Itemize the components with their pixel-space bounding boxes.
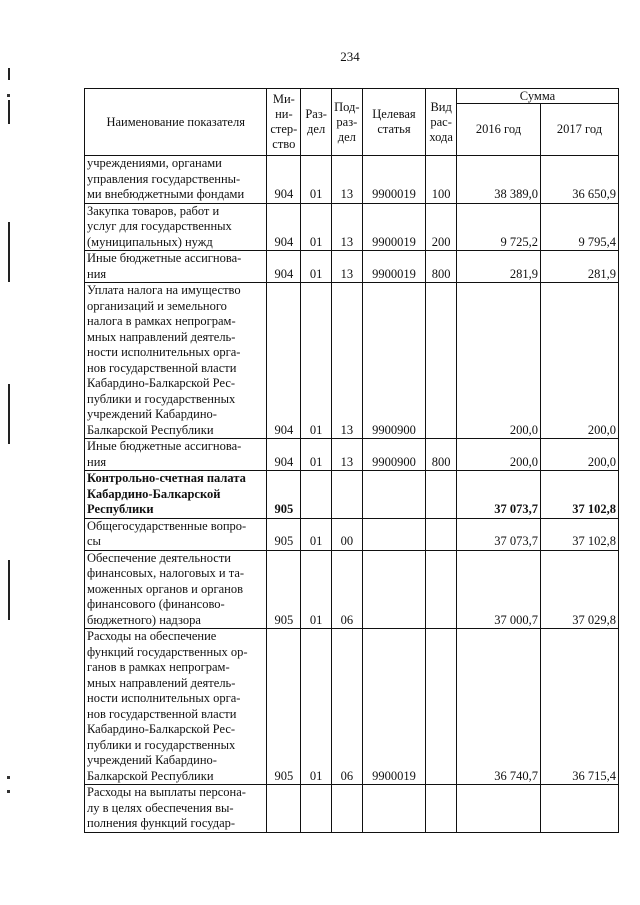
table-row: [85, 518, 619, 550]
table-row: [85, 439, 619, 471]
header-target: Целевая статья: [362, 89, 426, 156]
table-row: [85, 156, 619, 204]
indicator-name-line: Обеспечение деятельности: [87, 550, 232, 565]
ministry-code: 904: [267, 251, 301, 283]
scan-margin-mark: [8, 560, 10, 620]
indicator-name-line: ния: [87, 454, 107, 469]
ministry-code: 905: [267, 471, 301, 519]
indicator-name-line: Закупка товаров, работ и: [87, 203, 220, 218]
section-code: 01: [301, 550, 332, 629]
indicator-name-line: Кабардино-Балкарской: [87, 486, 221, 501]
table-row: [85, 785, 619, 833]
amount-2017: 36 715,4: [541, 629, 619, 785]
indicator-name-line: ности исполнительных орга-: [87, 345, 241, 359]
ministry-code: 905: [267, 629, 301, 785]
target-article: [362, 785, 426, 833]
amount-2016: [457, 785, 541, 833]
ministry-code: 904: [267, 439, 301, 471]
table-row: [85, 471, 619, 519]
indicator-name-line: налога в рамках непрограм-: [87, 314, 236, 328]
amount-2017: 37 102,8: [541, 518, 619, 550]
target-article: 9900019: [362, 629, 426, 785]
amount-2016: 281,9: [457, 251, 541, 283]
indicator-name-line: учреждений Кабардино-: [87, 753, 217, 767]
subsection-code: 13: [331, 156, 362, 204]
section-code: 01: [301, 251, 332, 283]
scan-margin-dot: [7, 790, 10, 793]
section-code: 01: [301, 439, 332, 471]
indicator-name-line: Иные бюджетные ассигнова-: [87, 251, 242, 265]
expense-kind: [426, 283, 457, 439]
indicator-name-line: Расходы на обеспечение: [87, 629, 217, 643]
target-article: [362, 518, 426, 550]
ministry-code: 904: [267, 283, 301, 439]
amount-2017: 9 795,4: [541, 203, 619, 251]
indicator-name: [85, 156, 267, 204]
indicator-name-line: Кабардино-Балкарской Рес-: [87, 722, 236, 736]
indicator-name-line: Расходы на выплаты персона-: [87, 785, 246, 799]
indicator-name-line: ния: [87, 266, 107, 281]
indicator-name-line: Общегосударственные вопро-: [87, 518, 247, 533]
subsection-code: 13: [331, 283, 362, 439]
scan-margin-dot: [7, 776, 10, 779]
amount-2017: 37 029,8: [541, 550, 619, 629]
indicator-name-line: Республики: [87, 502, 154, 516]
indicator-name-line: ми внебюджетными фондами: [87, 187, 245, 201]
subsection-code: 13: [331, 439, 362, 471]
amount-2017: 200,0: [541, 283, 619, 439]
indicator-name-line: нов государственной власти: [87, 360, 237, 375]
page-number: 234: [340, 49, 360, 64]
amount-2016: 9 725,2: [457, 203, 541, 251]
subsection-code: 13: [331, 203, 362, 251]
ministry-code: 905: [267, 550, 301, 629]
header-ministry: Ми- ни- стер- ство: [267, 89, 301, 156]
indicator-name: [85, 203, 267, 251]
section-code: 01: [301, 203, 332, 251]
amount-2017: 281,9: [541, 251, 619, 283]
target-article: [362, 550, 426, 629]
target-article: 9900019: [362, 156, 426, 204]
indicator-name: [85, 251, 267, 283]
indicator-name-line: Контрольно-счетная палата: [87, 471, 246, 485]
indicator-name-line: полнения функций государ-: [87, 816, 236, 830]
section-code: 01: [301, 518, 332, 550]
section-code: 01: [301, 283, 332, 439]
indicator-name-line: Балкарской Республики: [87, 768, 214, 783]
header-sum: Сумма: [457, 89, 619, 104]
amount-2017: [541, 785, 619, 833]
expense-kind: 100: [426, 156, 457, 204]
indicator-name-line: Балкарской Республики: [87, 422, 214, 437]
indicator-name: [85, 518, 267, 550]
expense-kind: 800: [426, 251, 457, 283]
indicator-name-line: мных направлений деятель-: [87, 675, 236, 690]
header-2016: 2016 год: [457, 104, 541, 156]
indicator-name-line: учреждениями, органами: [87, 156, 222, 170]
indicator-name-line: нов государственной власти: [87, 706, 237, 721]
indicator-name-line: Иные бюджетные ассигнова-: [87, 439, 242, 453]
indicator-name-line: публики и государственных: [87, 391, 236, 406]
target-article: 9900900: [362, 283, 426, 439]
header-section: Раз- дел: [301, 89, 332, 156]
indicator-name-line: моженных органов и органов: [87, 581, 243, 596]
indicator-name-line: лу в целях обеспечения вы-: [87, 800, 234, 815]
indicator-name-line: финансового (финансово-: [87, 597, 225, 611]
header-kind: Вид рас- хода: [426, 89, 457, 156]
subsection-code: 00: [331, 518, 362, 550]
header-subsection: Под- раз- дел: [331, 89, 362, 156]
page-bottom-margin: [0, 853, 640, 905]
amount-2016: 36 740,7: [457, 629, 541, 785]
indicator-name-line: Кабардино-Балкарской Рес-: [87, 376, 236, 390]
ministry-code: 905: [267, 518, 301, 550]
indicator-name-line: услуг для государственных: [87, 219, 232, 233]
section-code: [301, 471, 332, 519]
indicator-name-line: (муниципальных) нужд: [87, 234, 213, 249]
table-row: [85, 203, 619, 251]
expense-kind: [426, 518, 457, 550]
table-row: [85, 629, 619, 785]
indicator-name-line: сы: [87, 534, 101, 548]
indicator-name: [85, 785, 267, 833]
table-row: [85, 550, 619, 629]
amount-2016: 37 000,7: [457, 550, 541, 629]
indicator-name-line: учреждений Кабардино-: [87, 407, 217, 421]
scan-margin-mark: [8, 100, 10, 124]
target-article: 9900900: [362, 439, 426, 471]
amount-2016: 37 073,7: [457, 518, 541, 550]
section-code: 01: [301, 629, 332, 785]
header-2017: 2017 год: [541, 104, 619, 156]
ministry-code: 904: [267, 203, 301, 251]
amount-2017: 37 102,8: [541, 471, 619, 519]
section-code: 01: [301, 156, 332, 204]
budget-table: [84, 88, 619, 833]
expense-kind: 800: [426, 439, 457, 471]
amount-2016: 38 389,0: [457, 156, 541, 204]
expense-kind: [426, 550, 457, 629]
indicator-name-line: Уплата налога на имущество: [87, 283, 241, 297]
subsection-code: [331, 785, 362, 833]
subsection-code: [331, 471, 362, 519]
indicator-name: [85, 283, 267, 439]
indicator-name-line: мных направлений деятель-: [87, 329, 236, 344]
indicator-name-line: публики и государственных: [87, 737, 236, 752]
subsection-code: 06: [331, 629, 362, 785]
target-article: 9900019: [362, 251, 426, 283]
subsection-code: 13: [331, 251, 362, 283]
ministry-code: 904: [267, 156, 301, 204]
table-row: [85, 251, 619, 283]
subsection-code: 06: [331, 550, 362, 629]
section-code: [301, 785, 332, 833]
indicator-name: [85, 550, 267, 629]
indicator-name-line: бюджетного) надзора: [87, 612, 201, 627]
ministry-code: [267, 785, 301, 833]
scan-margin-dot: [7, 94, 10, 97]
scan-margin-mark: [8, 68, 10, 80]
expense-kind: [426, 471, 457, 519]
amount-2017: 200,0: [541, 439, 619, 471]
indicator-name: [85, 629, 267, 785]
expense-kind: [426, 629, 457, 785]
expense-kind: 200: [426, 203, 457, 251]
scan-margin-mark: [8, 222, 10, 282]
indicator-name-line: организаций и земельного: [87, 298, 227, 313]
target-article: [362, 471, 426, 519]
amount-2016: 37 073,7: [457, 471, 541, 519]
amount-2017: 36 650,9: [541, 156, 619, 204]
indicator-name: [85, 439, 267, 471]
amount-2016: 200,0: [457, 439, 541, 471]
indicator-name-line: финансовых, налоговых и та-: [87, 566, 245, 580]
indicator-name-line: функций государственных ор-: [87, 644, 248, 659]
target-article: 9900019: [362, 203, 426, 251]
indicator-name-line: ности исполнительных орга-: [87, 691, 241, 705]
header-name: Наименование показателя: [85, 89, 267, 156]
indicator-name: [85, 471, 267, 519]
scan-margin-mark: [8, 384, 10, 444]
indicator-name-line: управления государственны-: [87, 171, 241, 186]
expense-kind: [426, 785, 457, 833]
amount-2016: 200,0: [457, 283, 541, 439]
indicator-name-line: ганов в рамках непрограм-: [87, 660, 230, 674]
table-row: [85, 283, 619, 439]
